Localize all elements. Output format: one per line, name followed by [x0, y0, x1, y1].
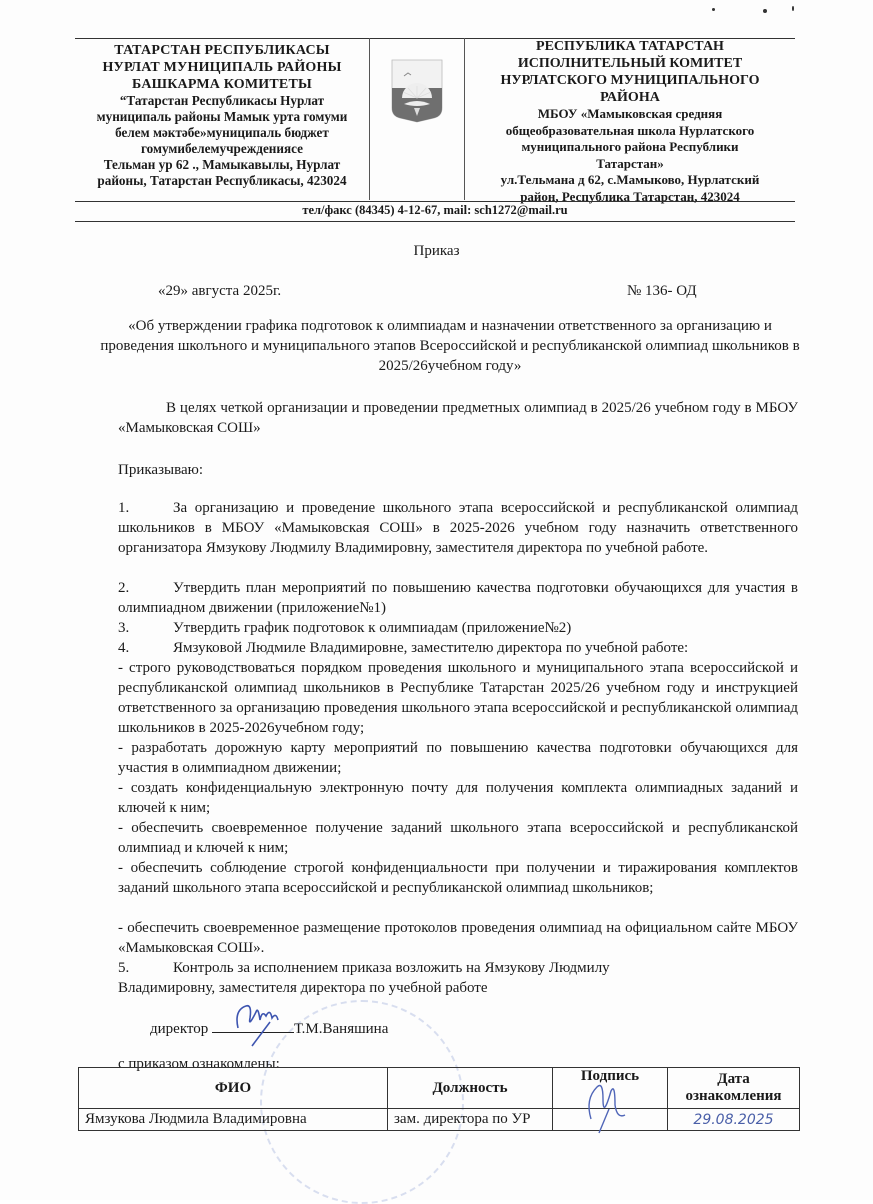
letterhead-line: “Татарстан Республикасы Нурлат [119, 93, 325, 108]
letterhead [75, 38, 795, 204]
handwritten-signature-icon [230, 1002, 290, 1052]
letterhead-line: МБОУ «Мамыковская средняя [537, 106, 723, 121]
table-header-row [79, 1068, 800, 1109]
scan-speck [763, 9, 767, 13]
letterhead-line: Татарстан» [596, 155, 664, 171]
letterhead-tatar [75, 38, 370, 200]
header-bottom-rule [75, 201, 795, 202]
coat-of-arms-icon [390, 58, 444, 124]
cell-date: 29.08.2025 [668, 1109, 800, 1131]
order-item-1 [118, 498, 798, 558]
document-title: Приказ [413, 243, 460, 259]
contacts-line: тел/факс (84345) 4-12-67, mail: sch1272@mail.ru [302, 203, 568, 217]
table-row [79, 1109, 800, 1131]
item-text: За организацию и проведение школьного этапа всероссийской и республиканской олимпиад школьников в МБОУ «Мамыковская СОШ» в 2025-2026 учебном году назначить ответственного организатора Ямзукову Людмилу Владимировну, заместителя директора по учебной работе. [118, 500, 798, 556]
order-number: № 136- ОД [627, 283, 697, 299]
director-signature-block [150, 1018, 830, 1039]
letterhead-line: белем мәктәбе»муниципаль бюджет [115, 125, 329, 140]
item-text: Контроль за исполнением приказа возложить на Ямзукову Людмилу [173, 960, 610, 976]
preamble: В целях четкой организации и проведении предметных олимпиад в 2025/26 учебном году в МБОУ «Мамыковская СОШ» [118, 400, 798, 436]
letterhead-line: Тельман ур 62 ., Мамыкавылы, Нурлат [103, 157, 341, 172]
acquainted-label: с приказом ознакомлены: [118, 1056, 280, 1072]
letterhead-line: район, Республика Татарстан, 423024 [520, 188, 740, 204]
cell-signature [553, 1109, 668, 1131]
order-item-5 [118, 958, 798, 998]
letterhead-line: НУРЛАТСКОГО МУНИЦИПАЛЬНОГО [500, 73, 760, 88]
column-header-position: Должность [388, 1068, 553, 1109]
letterhead-line: ТАТАРСТАН РЕСПУБЛИКАСЫ [114, 43, 330, 58]
order-word: Приказываю: [118, 462, 203, 478]
letterhead-line: РЕСПУБЛИКА ТАТАРСТАН [536, 39, 724, 54]
letterhead-line: ул.Тельмана д 62, с.Мамыково, Нурлатский [500, 172, 760, 188]
order-subject: «Об утверждении графика подготовок к олимпиадам и назначении ответственного за организацию и проведения школъного и муниципального этапов Всероссийской и республиканской олимпиад школьников в 2025/26учебном году» [100, 318, 800, 374]
bullet-item: - обеспечить своевременное получение заданий школьного этапа всероссийской и республиканской олимпиад и ключей к ним; [118, 820, 798, 856]
letterhead-line: РАЙОНА [600, 90, 660, 105]
letterhead-line: районы, Татарстан Республикасы, 423024 [97, 173, 347, 188]
bullet-item: - обеспечить соблюдение строгой конфиденциальности при получении и тиражирования комплектов заданий школьного этапа всероссийской и республиканской олимпиад школьников; [118, 860, 798, 896]
scan-speck [712, 8, 715, 11]
letterhead-line: муниципаль районы Мамык урта гомуми [96, 109, 348, 124]
letterhead-line: муниципального района Республики [521, 139, 739, 155]
signatory-role: директор [150, 1021, 209, 1037]
letterhead-line: ИСПОЛНИТЕЛЬНЫЙ КОМИТЕТ [517, 56, 743, 71]
order-item-3 [118, 618, 798, 638]
bullet-item: - строго руководствоваться порядком проведения школьного и муниципального этапа всероссийской и республиканской олимпиад школьников в Республике Татарстан 2025/26 учебном году и инструкцией ответственного за организацию проведения школьного этапа всероссийской и республиканской олимпиад школьников в 2025-2026учебном году; [118, 660, 798, 736]
contacts-rule [75, 221, 795, 222]
scan-speck [792, 6, 794, 11]
column-header-date: Дата ознакомления [668, 1068, 800, 1109]
letterhead-line: гомумибелемучреждениясе [141, 141, 303, 156]
column-header-signature: Подпись [553, 1068, 668, 1109]
signatory-name: Т.М.Ваняшина [294, 1021, 389, 1037]
item-number: 2. [118, 580, 130, 596]
cell-fio: Ямзукова Людмила Владимировна [79, 1109, 388, 1131]
item-text: Утвердить график подготовок к олимпиадам (приложение№2) [173, 620, 572, 636]
item-number: 4. [118, 640, 130, 656]
item-number: 1. [118, 500, 130, 516]
item-number: 5. [118, 960, 130, 976]
column-header-fio: ФИО [79, 1068, 388, 1109]
order-item-4 [118, 638, 798, 658]
letterhead-line: БАШКАРМА КОМИТЕТЫ [132, 77, 312, 92]
bullet-item: - разработать дорожную карту мероприятий по повышению качества подготовки обучающихся для участия в олимпиадном движении; [118, 740, 798, 776]
item-text: Ямзуковой Людмиле Владимировне, заместителю директора по учебной работе: [173, 640, 689, 656]
bullet-item: - обеспечить своевременное размещение протоколов проведения олимпиад на официальном сайте МБОУ «Мамыковская СОШ». [118, 920, 798, 956]
letterhead-line: НУРЛАТ МУНИЦИПАЛЬ РАЙОНЫ [102, 60, 342, 75]
order-date: «29» августа 2025г. [158, 283, 282, 299]
handwritten-signature-icon [581, 1079, 631, 1134]
cell-position: зам. директора по УР [388, 1109, 553, 1131]
item-text: Владимировну, заместителя директора по учебной работе [118, 980, 488, 996]
signature-line [212, 1018, 294, 1033]
emblem-cell [370, 38, 465, 200]
item-text: Утвердить план мероприятий по повышению качества подготовки обучающихся для участия в олимпиадном движении (приложение№1) [118, 580, 798, 616]
bullet-item: - создать конфиденциальную электронную почту для получения комплекта олимпиадных заданий и ключей к ним; [118, 780, 798, 816]
letterhead-line: общеобразовательная школа Нурлатского [505, 122, 755, 138]
item-number: 3. [118, 620, 130, 636]
acquaintance-table [78, 1067, 800, 1131]
order-item-2 [118, 578, 798, 618]
letterhead-russian [465, 38, 795, 204]
